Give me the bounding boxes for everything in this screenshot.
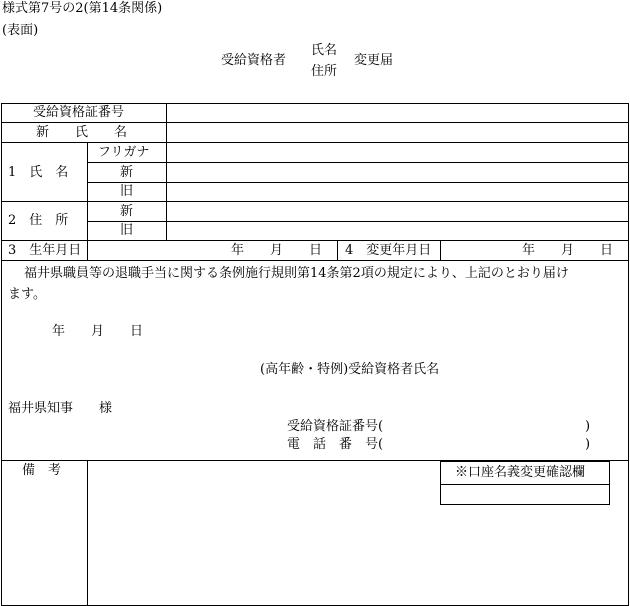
remarks-field[interactable] xyxy=(88,461,438,604)
phone-field[interactable] xyxy=(400,436,580,452)
name-new-field[interactable] xyxy=(167,163,628,182)
declaration-cert-number-close: ) xyxy=(585,419,591,434)
side-label: (表面) xyxy=(2,23,39,38)
account-name-box-title: ※口座名義変更確認欄 xyxy=(455,465,586,480)
account-name-box xyxy=(440,461,610,505)
change-date-label: 4 変更年月日 xyxy=(345,243,432,258)
addressee: 福井県知事 様 xyxy=(8,401,113,416)
address-new-label: 新 xyxy=(120,204,134,219)
name-old-field[interactable] xyxy=(167,183,628,201)
birthdate-label: 3 生年月日 xyxy=(8,243,82,258)
declaration-text-line1: 福井県職員等の退職手当に関する条例施行規則第14条第2項の規定により、上記のとおり届け xyxy=(24,266,569,281)
declaration-cert-number-field[interactable] xyxy=(400,418,580,434)
title-right: 変更届 xyxy=(354,53,394,68)
remarks-label: 備 考 xyxy=(22,463,62,478)
name-section-label: 1 氏 名 xyxy=(8,165,69,180)
name-old-label: 旧 xyxy=(120,184,134,199)
form-number: 様式第7号の2(第14条関係) xyxy=(2,1,163,16)
cert-number-label: 受給資格証番号 xyxy=(33,105,125,120)
address-section-label: 2 住 所 xyxy=(8,213,69,228)
address-old-field[interactable] xyxy=(167,222,628,240)
new-name-label: 新 氏 名 xyxy=(36,125,128,140)
birthdate-value[interactable]: 年 月 日 xyxy=(231,243,323,258)
declaration-cert-number-label: 受給資格証番号( xyxy=(287,419,384,434)
title-left: 受給資格者 xyxy=(221,53,287,68)
cert-number-field[interactable] xyxy=(167,104,628,122)
change-date-value[interactable]: 年 月 日 xyxy=(522,243,614,258)
account-name-confirm-field[interactable] xyxy=(441,485,609,504)
furigana-field[interactable] xyxy=(167,143,628,162)
phone-close: ) xyxy=(585,437,591,452)
title-name: 氏名 xyxy=(311,43,338,58)
phone-label: 電 話 番 号( xyxy=(287,437,384,452)
name-new-label: 新 xyxy=(120,165,134,180)
address-new-field[interactable] xyxy=(167,202,628,221)
new-name-field[interactable] xyxy=(167,123,628,142)
furigana-label: フリガナ xyxy=(98,145,150,160)
declaration-text-line2: ます。 xyxy=(8,287,46,302)
applicant-name-label: (高年齢・特例)受給資格者氏名 xyxy=(260,362,440,377)
title-address: 住所 xyxy=(311,64,338,79)
declaration-date[interactable]: 年 月 日 xyxy=(52,324,144,339)
address-old-label: 旧 xyxy=(120,223,134,238)
